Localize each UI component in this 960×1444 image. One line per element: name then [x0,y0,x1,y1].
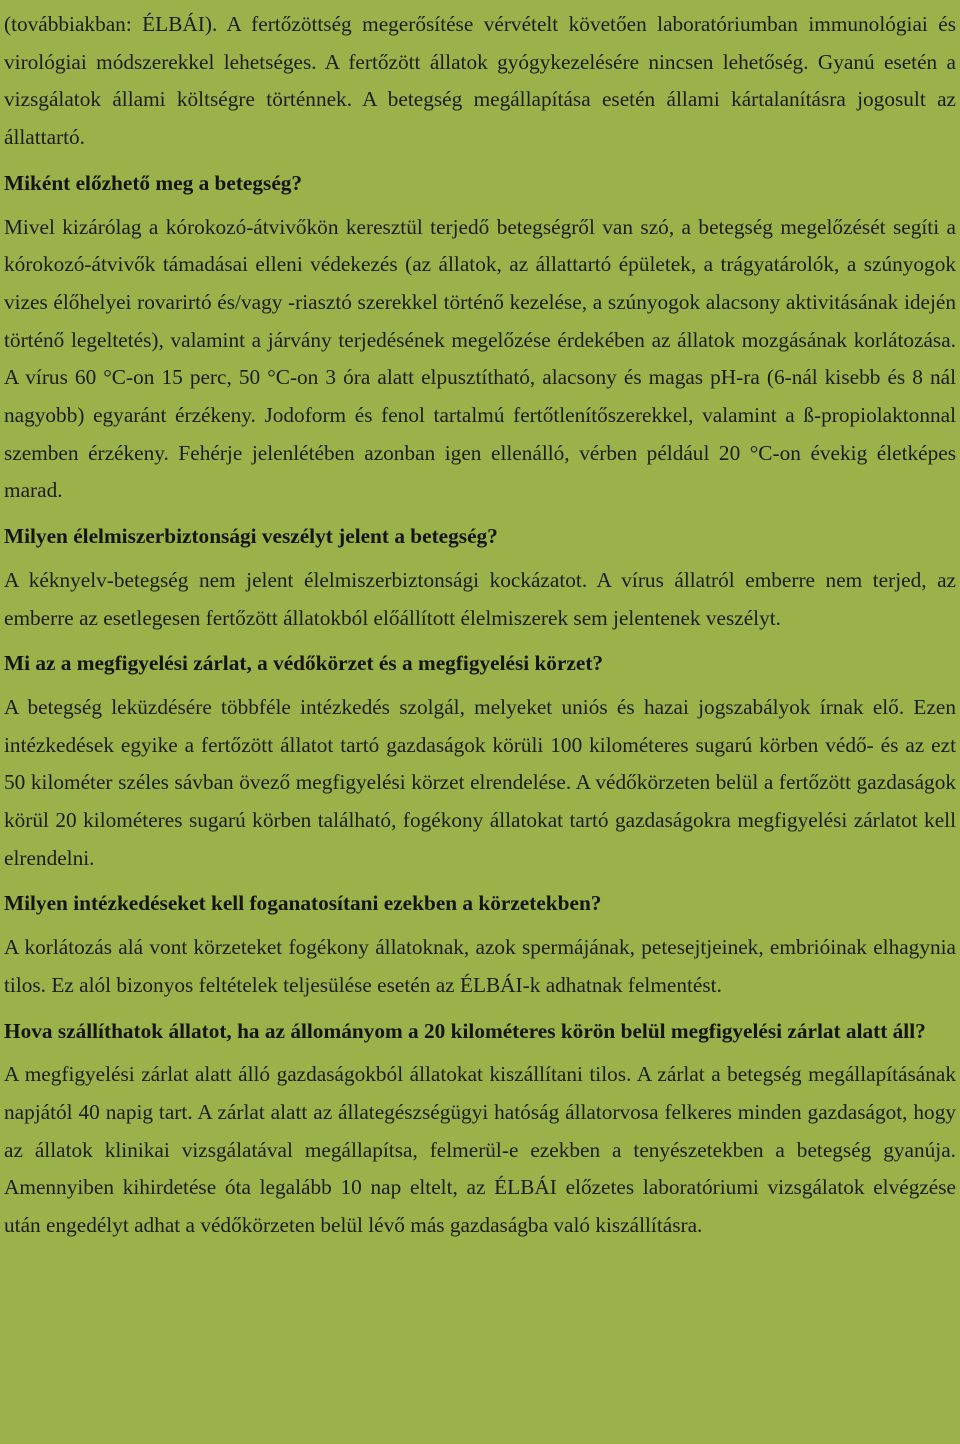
paragraph-intro: (továbbiakban: ÉLBÁI). A fertőzöttség megerősítése vérvételt követően laboratóriumban immunológiai és virológiai módszerekkel lehetséges. A fertőzött állatok gyógykezelésére nincsen lehetőség. Gyanú esetén a vizsgálatok állami költségre történnek. A betegség megállapítása esetén állami kártalanításra jogosult az állattartó. [4,12,956,150]
heading-transport: Hova szállíthatok állatot, ha az állományom a 20 kilométeres körön belül megfigyelési zárlat alatt áll? [4,1018,926,1043]
heading-measures: Milyen intézkedéseket kell foganatosítani ezekben a körzetekben? [4,891,602,916]
paragraph-zones: A betegség leküzdésére többféle intézkedés szolgál, melyeket uniós és hazai jogszabályok írnak elő. Ezen intézkedések egyike a fertőzött állatot tartó gazdaságok körüli 100 kilométeres sugarú körben védő- és az ezt 50 kilométer széles sávban övező megfigyelési körzet elrendelése. A védőkörzeten belül a fertőzött gazdaságok körül 20 kilométeres sugarú körben található, fogékony állatokat tartó gazdaságokra megfigyelési zárlatot kell elrendelni. [4,694,956,870]
paragraph-measures: A korlátozás alá vont körzeteket fogékony állatoknak, azok spermájának, petesejtjeinek, embrióinak elhagynia tilos. Ez alól bizonyos feltételek teljesülése esetén az ÉLBÁI-k adhatnak felmentést. [4,935,956,997]
heading-prevention: Miként előzhető meg a betegség? [4,170,303,195]
heading-zones: Mi az a megfigyelési zárlat, a védőkörzet és a megfigyelési körzet? [4,651,604,676]
paragraph-food-safety: A kéknyelv-betegség nem jelent élelmiszerbiztonsági kockázatot. A vírus állatról emberre nem terjed, az emberre az esetlegesen fertőzött állatokból előállított élelmiszerek sem jelentenek veszélyt. [4,567,956,630]
paragraph-transport: A megfigyelési zárlat alatt álló gazdaságokból állatokat kiszállítani tilos. A zárlat a betegség megállapításának napjától 40 napig tart. A zárlat alatt az állategészségügyi hatóság állatorvosa felkeres minden gazdaságot, hogy az állatok klinikai vizsgálatával megállapítsa, felmerül-e ezekben a tenyészetekben a betegség gyanúja. Amennyiben kihirdetése óta legalább 10 nap eltelt, az ÉLBÁI előzetes laboratóriumi vizsgálatok elvégzése után engedélyt adhat a védőkörzeten belül lévő más gazdaságba való kiszállításra. [4,1062,956,1238]
paragraph-prevention: Mivel kizárólag a kórokozó-átvivőkön keresztül terjedő betegségről van szó, a betegség megelőzését segíti a kórokozó-átvivők támadásai elleni védekezés (az állatok, az állattartó épületek, a trágyatárolók, a szúnyogok vizes élőhelyei rovarirtó és/vagy -riasztó szerekkel történő kezelése, a szúnyogok alacsony aktivitásának idején történő legeltetés), valamint a járvány terjedésének megelőzése érdekében az állatok mozgásának korlátozása. A vírus 60 °C-on 15 perc, 50 °C-on 3 óra alatt elpusztítható, alacsony és magas pH-ra (6-nál kisebb és 8 nál nagyobb) egyaránt érzékeny. Jodoform és fenol tartalmú fertőtlenítőszerekkel, valamint a ß-propiolaktonnal szemben érzékeny. Fehérje jelenlétében azonban igen ellenálló, vérben például 20 °C-on évekig életképes marad. [4,214,956,503]
heading-food-safety: Milyen élelmiszerbiztonsági veszélyt jelent a betegség? [4,524,498,549]
